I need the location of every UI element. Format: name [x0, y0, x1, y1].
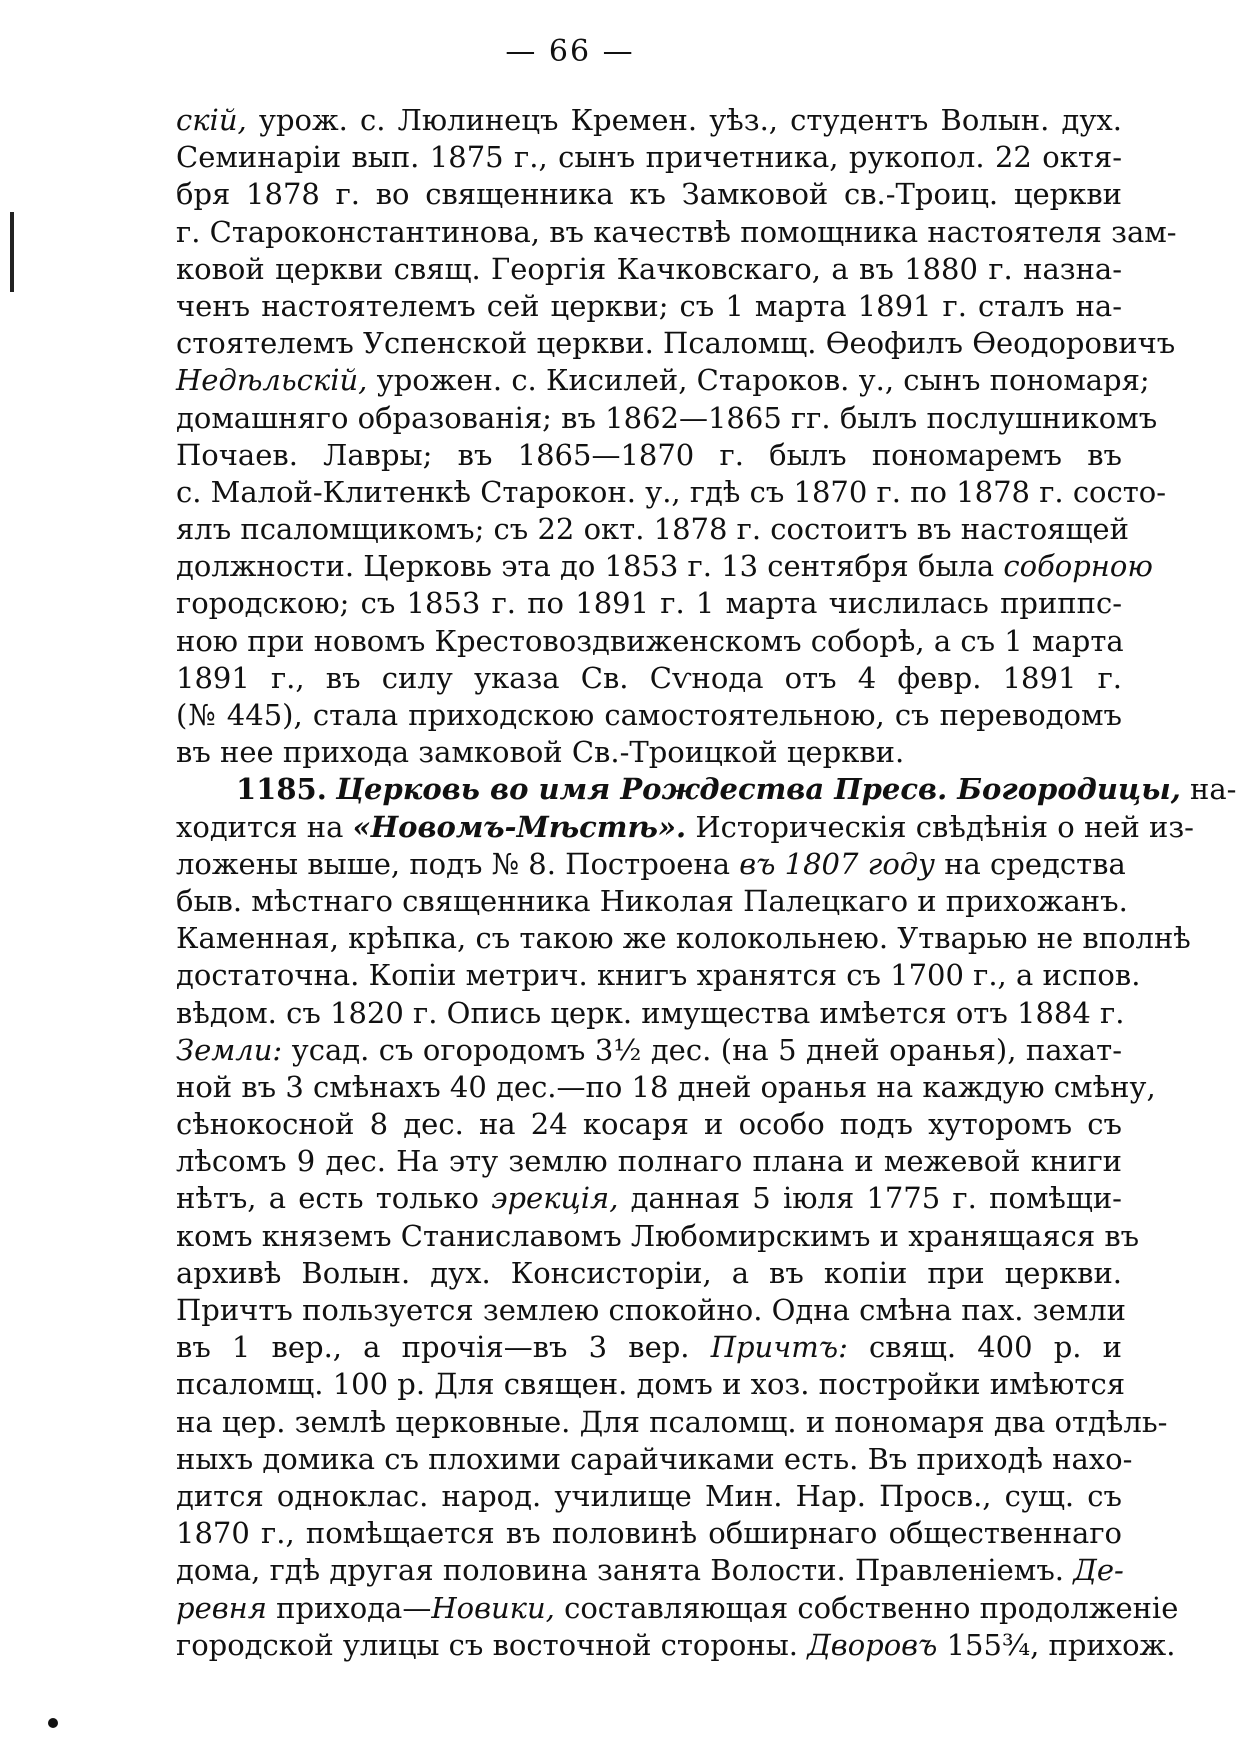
text-segment: Почаев. Лавры; въ 1865—1870 г. былъ пономаремъ въ — [176, 437, 1122, 472]
text-segment: Земли: — [176, 1032, 283, 1067]
text-segment: урож. с. Люлинецъ Кремен. уѣз., студентъ Волын. дух. — [246, 103, 1122, 137]
text-segment: с. Малой-Клитенкѣ Старокон. у., гдѣ съ 1870 г. по 1878 г. состо- — [176, 474, 1167, 509]
text-line — [176, 400, 1158, 437]
text-segment: Церковь во имя Рождества Пресв. Богородицы, — [336, 772, 1181, 807]
text-segment: городскою; съ 1853 г. по 1891 г. 1 марта числилась приппс- — [176, 586, 1122, 621]
text-segment: Историческія свѣдѣнія о ней из- — [686, 809, 1194, 844]
text-segment: «Новомъ-Мѣстѣ». — [352, 809, 687, 844]
text-segment: городской улицы съ восточной стороны. — [176, 1627, 808, 1662]
text-segment: быв. мѣстнаго священника Николая Палецкаго и прихожанъ. — [176, 883, 1128, 918]
text-segment: Де- — [1073, 1553, 1124, 1588]
text-segment: Недѣльскій, — [176, 363, 368, 398]
text-line — [176, 1441, 1133, 1478]
text-segment: прихода— — [266, 1590, 432, 1625]
text-line — [176, 511, 1129, 548]
text-segment: въ нее прихода замковой Св.-Троицкой церкви. — [176, 735, 905, 770]
text-segment: ченъ настоятелемъ сей церкви; съ 1 марта 1891 г. сталъ на- — [176, 288, 1122, 323]
text-segment: составляющая собственно продолженіе — [554, 1590, 1179, 1625]
text-segment: ревня — [176, 1590, 267, 1625]
text-line — [176, 1366, 1125, 1403]
text-line — [176, 1478, 1122, 1515]
text-line — [176, 697, 1122, 734]
text-segment: въ 1807 году — [739, 846, 935, 881]
text-segment: стоятелемъ Успенской церкви. Псаломщ. Ѳеофилъ Ѳеодоровичъ — [176, 326, 1176, 361]
text-line — [176, 1106, 1122, 1143]
text-segment: 1891 г., въ силу указа Св. Сѵнода отъ 4 февр. 1891 г. — [176, 660, 1122, 695]
text-segment: (№ 445), стала приходскою самостоятельною, съ переводомъ — [176, 698, 1122, 732]
text-segment: ялъ псаломщикомъ; съ 22 окт. 1878 г. состоитъ въ настоящей — [176, 512, 1129, 547]
text-line — [176, 1515, 1122, 1552]
text-line — [176, 1627, 1176, 1664]
text-segment: псаломщ. 100 р. Для священ. домъ и хоз. постройки имѣются — [176, 1367, 1125, 1402]
text-line — [176, 214, 1177, 251]
text-segment: дится одноклас. народ. училище Мин. Нар. Просв., сущ. съ — [176, 1478, 1122, 1513]
text-line — [176, 809, 1194, 846]
text-segment: бря 1878 г. во священника къ Замковой св.-Троиц. церкви — [176, 177, 1122, 212]
margin-dot — [48, 1718, 58, 1728]
text-segment: ною при новомъ Крестовоздвиженскомъ соборѣ, а съ 1 марта — [176, 623, 1124, 658]
text-line — [176, 437, 1122, 474]
text-line — [176, 734, 1122, 771]
text-segment: должности. Церковь эта до 1853 г. 13 сентября была — [176, 549, 1004, 584]
text-segment — [327, 772, 336, 806]
text-line — [176, 548, 1153, 585]
text-line — [176, 1069, 1156, 1106]
text-segment: въ 1 вер., а прочія—въ 3 вер. — [176, 1330, 711, 1365]
text-segment: Дворовъ — [807, 1627, 938, 1662]
text-line — [176, 660, 1122, 697]
text-line — [176, 325, 1176, 362]
text-line — [176, 474, 1167, 511]
text-segment: урожен. с. Кисилей, Староков. у., сынъ пономаря; — [367, 363, 1150, 398]
margin-mark — [10, 212, 14, 292]
text-line — [176, 846, 1126, 883]
text-line — [176, 1180, 1122, 1217]
text-segment: на цер. землѣ церковные. Для псаломщ. и пономаря два отдѣль- — [176, 1404, 1168, 1439]
text-segment: архивѣ Волын. дух. Консисторіи, а въ копіи при церкви. — [176, 1255, 1122, 1290]
text-line — [176, 1329, 1122, 1366]
text-segment: 1870 г., помѣщается въ половинѣ обширнаго общественнаго — [176, 1516, 1122, 1551]
text-line — [176, 1255, 1122, 1292]
text-line — [176, 1218, 1140, 1255]
text-segment: достаточна. Копіи метрич. книгъ хранятся съ 1700 г., а испов. — [176, 958, 1141, 993]
text-line — [176, 288, 1122, 325]
text-line — [176, 1552, 1122, 1589]
text-line — [176, 102, 1122, 139]
text-segment: 155¾, прихож. — [937, 1627, 1176, 1662]
text-segment: Причтъ пользуется землею спокойно. Одна смѣна пах. земли — [176, 1293, 1126, 1327]
text-line — [176, 1143, 1122, 1180]
text-segment: скій, — [176, 103, 247, 137]
text-segment: 1185. — [236, 772, 327, 807]
text-segment: домашняго образованія; въ 1862—1865 гг. былъ послушникомъ — [176, 400, 1158, 435]
text-segment: свящ. 400 р. и — [847, 1330, 1122, 1365]
text-line — [176, 1404, 1168, 1441]
text-segment: на- — [1180, 772, 1236, 807]
text-line — [176, 1590, 1179, 1627]
text-segment: комъ княземъ Станиславомъ Любомирскимъ и хранящаяся въ — [176, 1218, 1140, 1253]
text-segment: ложены выше, подъ № 8. Построена — [176, 846, 740, 881]
text-line — [176, 585, 1122, 622]
text-segment: ходится на — [176, 809, 353, 844]
text-segment: Семинаріи вып. 1875 г., сынъ причетника, рукопол. 22 октя- — [176, 140, 1122, 175]
text-line — [176, 995, 1125, 1032]
text-segment: г. Староконстантинова, въ качествѣ помощника настоятеля зам- — [176, 214, 1177, 249]
text-line — [176, 1032, 1122, 1069]
text-segment: дома, гдѣ другая половина занята Волости. Правленіемъ. — [176, 1553, 1074, 1588]
text-segment: на средства — [935, 846, 1126, 881]
text-line — [176, 362, 1150, 399]
page-number: — 66 — — [505, 34, 635, 69]
text-segment: усад. съ огородомъ 3½ дес. (на 5 дней оранья), пахат- — [282, 1032, 1122, 1067]
text-segment: лѣсомъ 9 дес. На эту землю полнаго плана и межевой книги — [176, 1144, 1122, 1179]
text-line — [176, 771, 1236, 808]
text-segment: ковой церкви свящ. Георгія Качковскаго, а въ 1880 г. назна- — [176, 251, 1122, 286]
text-line — [176, 883, 1128, 920]
text-line — [176, 623, 1122, 660]
text-segment: ныхъ домика съ плохими сарайчиками есть. Въ приходѣ нахо- — [176, 1441, 1133, 1476]
text-segment: ной въ 3 смѣнахъ 40 дес.—по 18 дней оранья на каждую смѣну, — [176, 1069, 1156, 1104]
text-line — [176, 920, 1191, 957]
text-segment: Новики, — [431, 1590, 555, 1625]
text-segment: Причтъ: — [710, 1330, 848, 1365]
text-line — [176, 1292, 1126, 1329]
text-segment: Каменная, крѣпка, съ такою же колокольнею. Утварью не вполнѣ — [176, 921, 1191, 956]
text-line — [176, 251, 1122, 288]
text-line — [176, 957, 1141, 994]
text-line — [176, 176, 1122, 213]
text-segment: сѣнокосной 8 дес. на 24 косаря и особо подъ хуторомъ съ — [176, 1107, 1122, 1142]
body-text — [176, 102, 1236, 1664]
text-segment: нѣтъ, а есть только — [176, 1181, 492, 1216]
text-segment: эрекція, — [491, 1181, 619, 1216]
text-segment: соборною — [1003, 549, 1153, 584]
text-segment: вѣдом. съ 1820 г. Опись церк. имущества имѣется отъ 1884 г. — [176, 995, 1125, 1030]
text-line — [176, 139, 1122, 176]
text-segment: данная 5 іюля 1775 г. помѣщи- — [618, 1181, 1122, 1216]
